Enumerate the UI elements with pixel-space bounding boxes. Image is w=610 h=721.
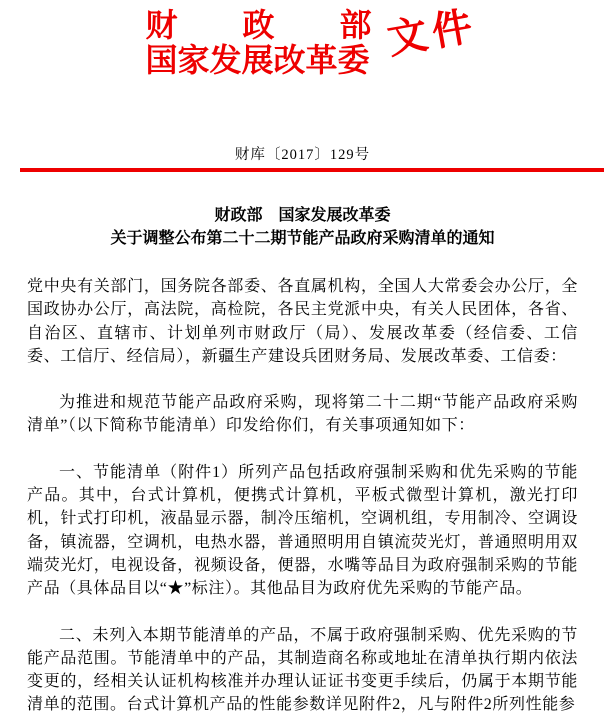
title-line-2: 关于调整公布第二十二期节能产品政府采购清单的通知 — [110, 229, 495, 247]
issuer-line-1: 财 政 部 — [145, 7, 372, 43]
document-title — [27, 205, 578, 250]
document-number: 财库〔2017〕129号 — [234, 147, 371, 163]
intro-paragraph: 为推进和规范节能产品政府采购，现将第二十二期“节能产品政府采购清单”（以下简称节能清单）印发给你们，有关事项通知如下： — [27, 394, 578, 435]
item-1-paragraph: 一、节能清单（附件1）所列产品包括政府强制采购和优先采购的节能产品。其中，台式计算机，便携式计算机，平板式微型计算机，激光打印机，针式打印机，液晶显示器，制冷压缩机，空调机组，专用制冷、空调设备，镇流器，空调机，电热水器，普通照明用自镇流荧光灯，普通照明用双端荧光灯，电视设备，视频设备，便器，水嘴等品目为政府强制采购的节能产品（具体品目以“★”标注）。其他品目为政府优先采购的节能产品。 — [27, 463, 578, 598]
document-label: 文件 — [383, 2, 480, 63]
item-2-paragraph: 二、未列入本期节能清单的产品，不属于政府强制采购、优先采购的节能产品范围。节能清单中的产品，其制造商名称或地址在清单执行期内依法变更的，经相关认证机构核准并办理认证证书变更手续后，仍属于本期节能清单的范围。台式计算机产品的性能参数详见附件2，凡与附件2所列性能参 — [27, 626, 578, 714]
title-line-1: 财政部 国家发展改革委 — [214, 207, 391, 224]
document-body — [27, 275, 578, 717]
issuer-names — [146, 8, 372, 78]
letterhead — [45, 2, 578, 80]
addressees-paragraph: 党中央有关部门，国务院各部委、各直属机构，全国人大常委会办公厅，全国政协办公厅，高法院，高检院，各民主党派中央，有关人民团体，各省、自治区、直辖市、计划单列市财政厅（局）、发展改革委（经信委、工信委、工信厅、经信局），新疆生产建设兵团财务局、发展改革委、工信委： — [27, 278, 578, 365]
issuer-line-2: 国家发展改革委 — [145, 42, 370, 78]
red-separator-line — [20, 168, 604, 172]
